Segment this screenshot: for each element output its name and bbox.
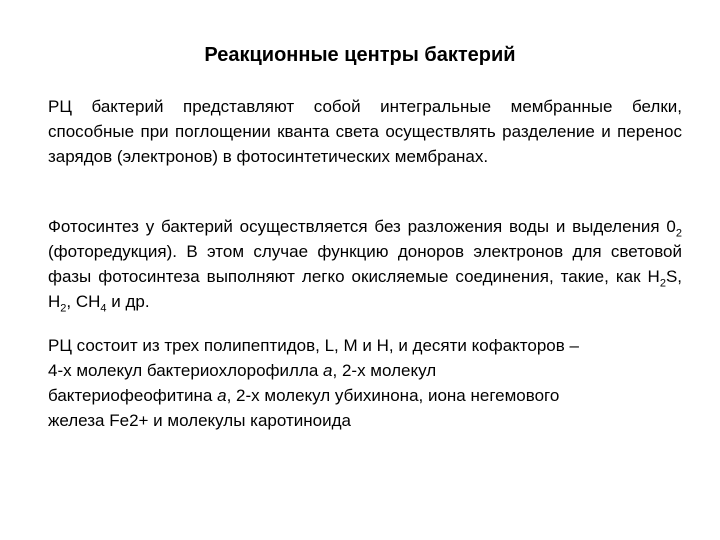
paragraph-3-line: железа Fe2+ и молекулы каротиноида [48, 411, 351, 430]
paragraph-2-text: , CH [66, 292, 101, 311]
subscript: 2 [60, 302, 67, 315]
italic-letter: а [217, 386, 227, 405]
paragraph-2-text: и др. [106, 292, 150, 311]
paragraph-3-line [48, 358, 682, 383]
paragraph-3-text: , 2-х молекул убихинона, иона негемового [226, 386, 560, 405]
subscript: 2 [659, 277, 666, 290]
paragraph-2-text: Фотосинтез у бактерий осуществляется без разложения воды и выделения 0 [48, 217, 676, 236]
paragraph-3-line: РЦ состоит из трех полипептидов, L, M и H, и десяти кофакторов – [48, 336, 579, 355]
subscript: 4 [100, 302, 107, 315]
paragraph-3-text: , 2-х молекул [332, 361, 437, 380]
italic-letter: а [323, 361, 333, 380]
paragraph-3-line [48, 383, 682, 408]
paragraph-3-text: бактериофеофитина [48, 386, 218, 405]
paragraph-2-text: S, H [48, 267, 682, 311]
paragraph-3-text: 4-х молекул бактериохлорофилла [48, 361, 324, 380]
paragraph-1: РЦ бактерий представляют собой интегральные мембранные белки, способные при поглощении кванта света осуществлять разделение и перенос зарядов (электронов) в фотосинтетических мембранах. [48, 97, 682, 166]
paragraph-3 [48, 333, 682, 433]
subscript: 2 [675, 227, 682, 240]
slide-title: Реакционные центры бактерий [204, 44, 516, 66]
paragraph-2 [48, 214, 682, 314]
paragraph-2-text: (фоторедукция). В этом случае функцию доноров электронов для световой фазы фотосинтеза выполняют легко окисляемые соединения, такие, как H [48, 242, 682, 286]
